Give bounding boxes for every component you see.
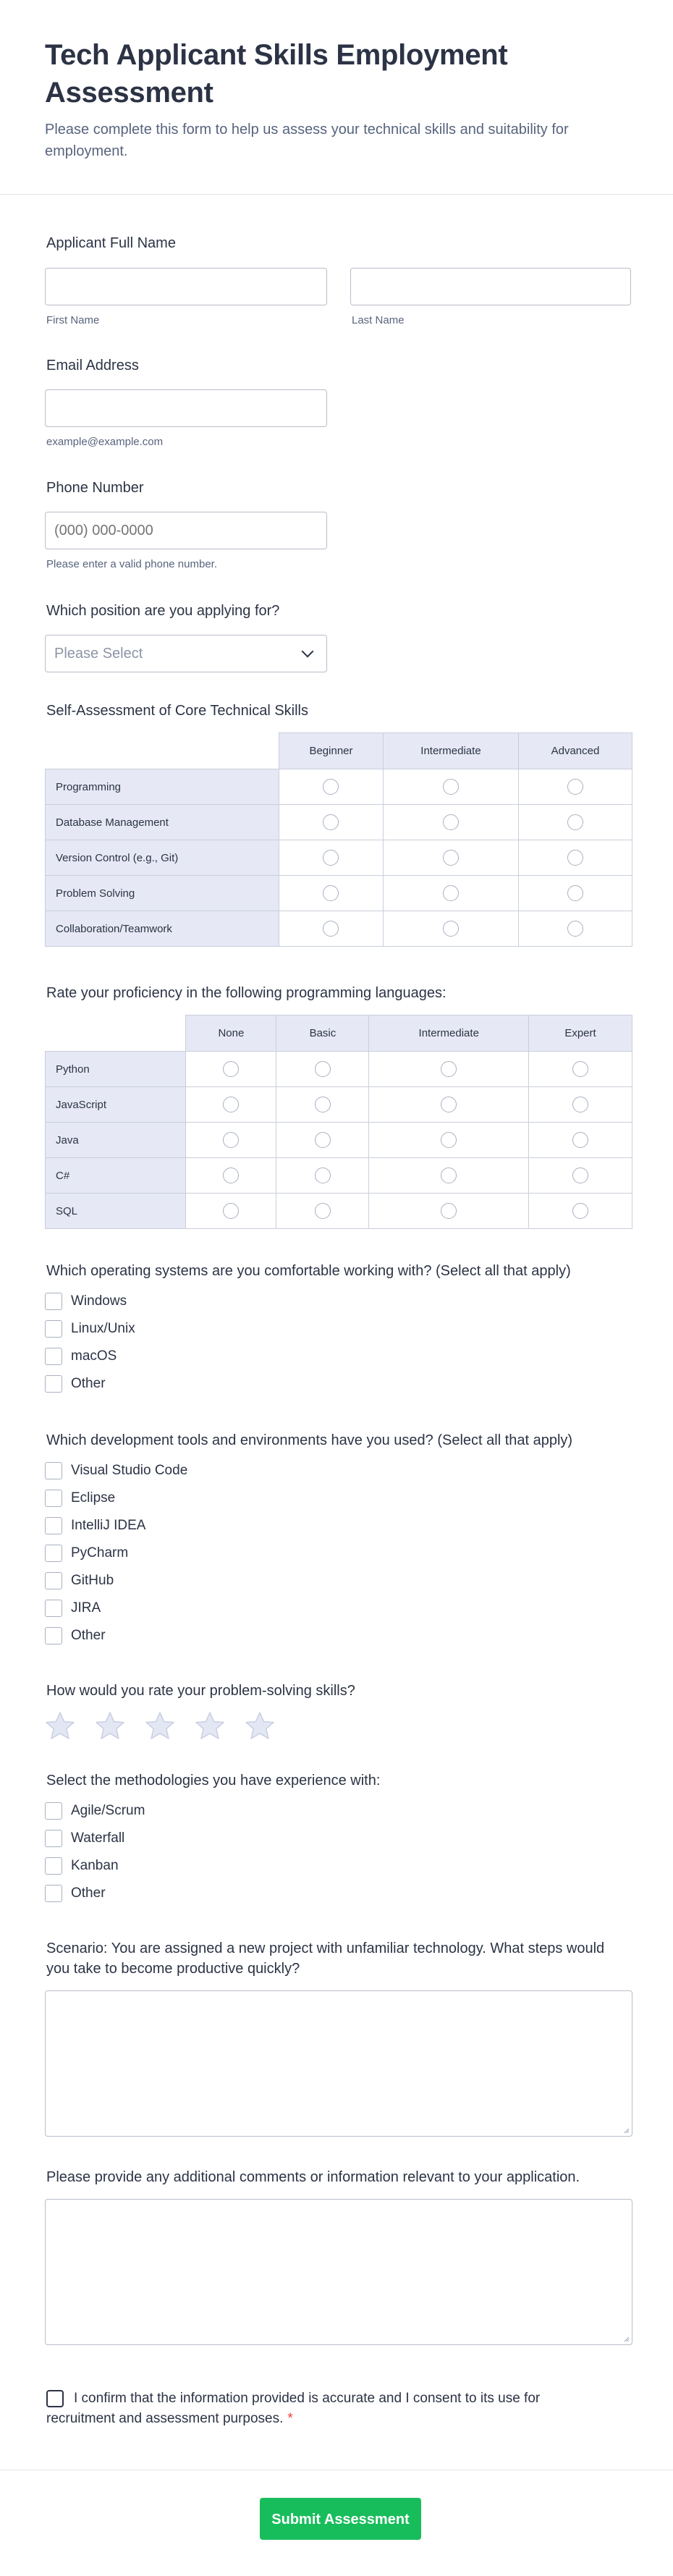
language-row-label: C# — [46, 1158, 186, 1194]
rating-label: How would you rate your problem-solving skills? — [46, 1683, 355, 1699]
language-row — [46, 1123, 632, 1158]
methodology-option[interactable] — [45, 1801, 145, 1821]
languages-question — [45, 983, 628, 1236]
os-option[interactable] — [45, 1291, 127, 1312]
core-skill-cell — [518, 769, 632, 805]
core-skill-cell — [384, 769, 519, 805]
required-asterisk: * — [287, 2411, 293, 2426]
position-select[interactable] — [45, 635, 327, 672]
column-header: Intermediate — [369, 1015, 529, 1052]
email-question — [45, 355, 628, 449]
scenario-textarea[interactable] — [45, 1990, 632, 2137]
os-option-label: Other — [71, 1376, 106, 1391]
os-checkbox[interactable] — [45, 1348, 62, 1365]
os-question — [45, 1261, 628, 1398]
methodologies-question — [45, 1770, 628, 1908]
radio-button[interactable] — [441, 1203, 457, 1219]
language-cell — [369, 1123, 529, 1158]
tool-option-label: Other — [71, 1628, 106, 1643]
tool-option[interactable] — [45, 1461, 187, 1481]
phone-input[interactable] — [45, 512, 327, 549]
language-row-label: Java — [46, 1123, 186, 1158]
rating-question — [45, 1681, 628, 1746]
tools-label: Which development tools and environments have you used? (Select all that apply) — [46, 1432, 573, 1448]
radio-button[interactable] — [572, 1061, 588, 1077]
radio-button[interactable] — [443, 921, 459, 937]
language-cell — [369, 1194, 529, 1229]
core-skills-body — [46, 769, 632, 947]
language-cell — [529, 1123, 632, 1158]
language-cell — [529, 1087, 632, 1123]
email-label: Email Address — [46, 358, 139, 373]
tool-option-label: PyCharm — [71, 1545, 129, 1561]
tool-option-label: IntelliJ IDEA — [71, 1518, 146, 1533]
tool-option[interactable] — [45, 1626, 106, 1646]
radio-button[interactable] — [572, 1203, 588, 1219]
language-cell — [529, 1158, 632, 1194]
tool-option-label: Eclipse — [71, 1490, 116, 1506]
tool-option[interactable] — [45, 1516, 145, 1536]
matrix-header-row — [46, 1015, 632, 1052]
radio-button[interactable] — [223, 1167, 239, 1183]
star-icon[interactable] — [195, 1711, 225, 1740]
radio-button[interactable] — [223, 1061, 239, 1077]
tool-checkbox[interactable] — [45, 1490, 62, 1507]
core-skill-cell — [384, 876, 519, 911]
radio-button[interactable] — [323, 779, 339, 795]
star-rating — [45, 1711, 295, 1740]
radio-button[interactable] — [323, 885, 339, 901]
core-skill-row-label: Database Management — [46, 805, 279, 840]
tool-option[interactable] — [45, 1571, 114, 1591]
radio-button[interactable] — [567, 921, 583, 937]
first-name-sublabel: First Name — [46, 314, 100, 326]
methodology-option-label: Other — [71, 1885, 106, 1901]
core-skill-row-label: Version Control (e.g., Git) — [46, 840, 279, 876]
radio-button[interactable] — [323, 850, 339, 866]
radio-button[interactable] — [441, 1167, 457, 1183]
language-cell — [276, 1052, 369, 1087]
submit-button[interactable]: Submit Assessment — [260, 2498, 421, 2540]
os-checkbox[interactable] — [45, 1320, 62, 1338]
tool-option[interactable] — [45, 1598, 101, 1618]
language-row — [46, 1087, 632, 1123]
tool-option-label: GitHub — [71, 1573, 114, 1588]
radio-button[interactable] — [567, 850, 583, 866]
languages-body — [46, 1052, 632, 1229]
os-option-label: Windows — [71, 1293, 127, 1309]
os-option-label: Linux/Unix — [71, 1321, 135, 1336]
core-skill-row — [46, 840, 632, 876]
radio-button[interactable] — [443, 814, 459, 830]
radio-button[interactable] — [323, 814, 339, 830]
languages-matrix — [45, 1015, 632, 1229]
language-cell — [529, 1052, 632, 1087]
core-skill-cell — [518, 876, 632, 911]
language-row — [46, 1194, 632, 1229]
radio-button[interactable] — [441, 1097, 457, 1112]
star-icon[interactable] — [245, 1711, 275, 1740]
core-skills-label: Self-Assessment of Core Technical Skills — [46, 703, 308, 719]
methodologies-label: Select the methodologies you have experience with: — [46, 1773, 381, 1789]
core-skill-cell — [384, 805, 519, 840]
radio-button[interactable] — [443, 885, 459, 901]
full-name-label: Applicant Full Name — [46, 235, 176, 251]
language-cell — [186, 1123, 276, 1158]
core-skill-row — [46, 911, 632, 947]
radio-button[interactable] — [315, 1132, 331, 1148]
radio-button[interactable] — [443, 850, 459, 866]
radio-button[interactable] — [572, 1097, 588, 1112]
consent-text-wrap — [46, 2389, 567, 2429]
last-name-sublabel: Last Name — [352, 314, 405, 326]
chevron-down-icon — [302, 646, 314, 658]
language-cell — [186, 1087, 276, 1123]
matrix-header-row — [46, 733, 632, 769]
radio-button[interactable] — [441, 1061, 457, 1077]
methodology-option[interactable] — [45, 1828, 124, 1849]
resize-handle-icon[interactable] — [622, 2335, 630, 2342]
methodology-checkbox[interactable] — [45, 1857, 62, 1875]
column-header: None — [186, 1015, 276, 1052]
radio-button[interactable] — [315, 1203, 331, 1219]
column-header: Intermediate — [384, 733, 519, 769]
column-header: Expert — [529, 1015, 632, 1052]
core-skill-row — [46, 805, 632, 840]
os-label: Which operating systems are you comfortable working with? (Select all that apply) — [46, 1263, 571, 1279]
comments-question — [45, 2167, 628, 2348]
star-icon[interactable] — [145, 1711, 175, 1740]
comments-label: Please provide any additional comments or information relevant to your application. — [46, 2169, 580, 2185]
language-cell — [369, 1087, 529, 1123]
methodology-option-label: Kanban — [71, 1858, 119, 1873]
methodology-checkbox[interactable] — [45, 1885, 62, 1902]
language-row-label: SQL — [46, 1194, 186, 1229]
tool-option-label: JIRA — [71, 1600, 101, 1616]
os-checkbox[interactable] — [45, 1375, 62, 1393]
language-row-label: Python — [46, 1052, 186, 1087]
radio-button[interactable] — [315, 1097, 331, 1112]
form-subtitle: Please complete this form to help us assess your technical skills and suitability for employment. — [45, 122, 569, 159]
radio-button[interactable] — [572, 1132, 588, 1148]
methodology-option-label: Agile/Scrum — [71, 1803, 145, 1818]
tool-checkbox[interactable] — [45, 1517, 62, 1534]
form-header — [0, 0, 673, 195]
language-cell — [276, 1158, 369, 1194]
core-skill-cell — [279, 876, 383, 911]
core-skill-cell — [384, 911, 519, 947]
radio-button[interactable] — [443, 779, 459, 795]
core-skill-row — [46, 769, 632, 805]
methodology-checkbox[interactable] — [45, 1830, 62, 1847]
core-skill-cell — [518, 911, 632, 947]
core-skills-matrix — [45, 732, 632, 947]
tool-checkbox[interactable] — [45, 1572, 62, 1589]
language-cell — [186, 1158, 276, 1194]
form-title: Tech Applicant Skills Employment Assessment — [45, 39, 508, 109]
language-cell — [369, 1158, 529, 1194]
radio-button[interactable] — [223, 1097, 239, 1112]
os-option[interactable] — [45, 1346, 117, 1367]
core-skill-cell — [518, 805, 632, 840]
radio-button[interactable] — [223, 1203, 239, 1219]
core-skill-cell — [279, 805, 383, 840]
radio-button[interactable] — [441, 1132, 457, 1148]
language-row — [46, 1052, 632, 1087]
language-cell — [369, 1052, 529, 1087]
core-skills-question — [45, 701, 628, 954]
phone-sublabel: Please enter a valid phone number. — [46, 558, 217, 570]
language-cell — [186, 1052, 276, 1087]
languages-label: Rate your proficiency in the following programming languages: — [46, 985, 446, 1001]
core-skill-cell — [279, 769, 383, 805]
matrix-corner — [46, 733, 279, 769]
phone-label: Phone Number — [46, 480, 144, 496]
tool-option[interactable] — [45, 1488, 115, 1508]
column-header: Beginner — [279, 733, 383, 769]
os-checkbox[interactable] — [45, 1293, 62, 1310]
language-cell — [186, 1194, 276, 1229]
scenario-label: Scenario: You are assigned a new project with unfamiliar technology. What steps would you take to become productive quickly? — [46, 1941, 605, 1977]
star-icon[interactable] — [95, 1711, 125, 1740]
methodology-option-label: Waterfall — [71, 1830, 125, 1846]
radio-button[interactable] — [572, 1167, 588, 1183]
consent-text: I confirm that the information provided is accurate and I consent to its use for recruitment and assessment purposes. — [46, 2391, 541, 2426]
language-row — [46, 1158, 632, 1194]
first-name-input[interactable] — [45, 268, 327, 305]
matrix-corner — [46, 1015, 186, 1052]
language-row-label: JavaScript — [46, 1087, 186, 1123]
radio-button[interactable] — [315, 1167, 331, 1183]
position-label: Which position are you applying for? — [46, 603, 280, 619]
methodology-checkbox[interactable] — [45, 1802, 62, 1820]
radio-button[interactable] — [567, 814, 583, 830]
email-sublabel: example@example.com — [46, 436, 164, 448]
core-skill-cell — [279, 840, 383, 876]
tools-question — [45, 1430, 628, 1647]
comments-textarea[interactable] — [45, 2199, 632, 2345]
language-cell — [276, 1087, 369, 1123]
column-header: Basic — [276, 1015, 369, 1052]
methodology-option[interactable] — [45, 1883, 106, 1904]
resize-handle-icon[interactable] — [622, 2127, 630, 2134]
language-cell — [276, 1194, 369, 1229]
position-question — [45, 601, 628, 673]
star-icon[interactable] — [45, 1711, 75, 1740]
column-header: Advanced — [518, 733, 632, 769]
radio-button[interactable] — [223, 1132, 239, 1148]
email-input[interactable] — [45, 389, 327, 427]
full-name-question — [45, 233, 628, 327]
last-name-input[interactable] — [350, 268, 631, 305]
tool-checkbox[interactable] — [45, 1627, 62, 1644]
methodology-option[interactable] — [45, 1856, 119, 1876]
core-skill-cell — [384, 840, 519, 876]
core-skill-row-label: Problem Solving — [46, 876, 279, 911]
core-skill-row-label: Collaboration/Teamwork — [46, 911, 279, 947]
radio-button[interactable] — [567, 779, 583, 795]
tool-option[interactable] — [45, 1543, 128, 1563]
tool-option-label: Visual Studio Code — [71, 1463, 188, 1478]
os-option[interactable] — [45, 1374, 106, 1394]
language-cell — [529, 1194, 632, 1229]
radio-button[interactable] — [315, 1061, 331, 1077]
os-option-label: macOS — [71, 1348, 117, 1364]
scenario-question — [45, 1938, 628, 2141]
consent-question — [45, 2389, 566, 2432]
core-skill-cell — [279, 911, 383, 947]
tool-checkbox[interactable] — [45, 1600, 62, 1617]
os-option[interactable] — [45, 1319, 135, 1339]
core-skill-row — [46, 876, 632, 911]
radio-button[interactable] — [567, 885, 583, 901]
position-select-value: Please Select — [54, 646, 143, 662]
language-cell — [276, 1123, 369, 1158]
core-skill-row-label: Programming — [46, 769, 279, 805]
tool-checkbox[interactable] — [45, 1462, 62, 1479]
core-skill-cell — [518, 840, 632, 876]
phone-question — [45, 478, 628, 572]
tool-checkbox[interactable] — [45, 1545, 62, 1562]
radio-button[interactable] — [323, 921, 339, 937]
